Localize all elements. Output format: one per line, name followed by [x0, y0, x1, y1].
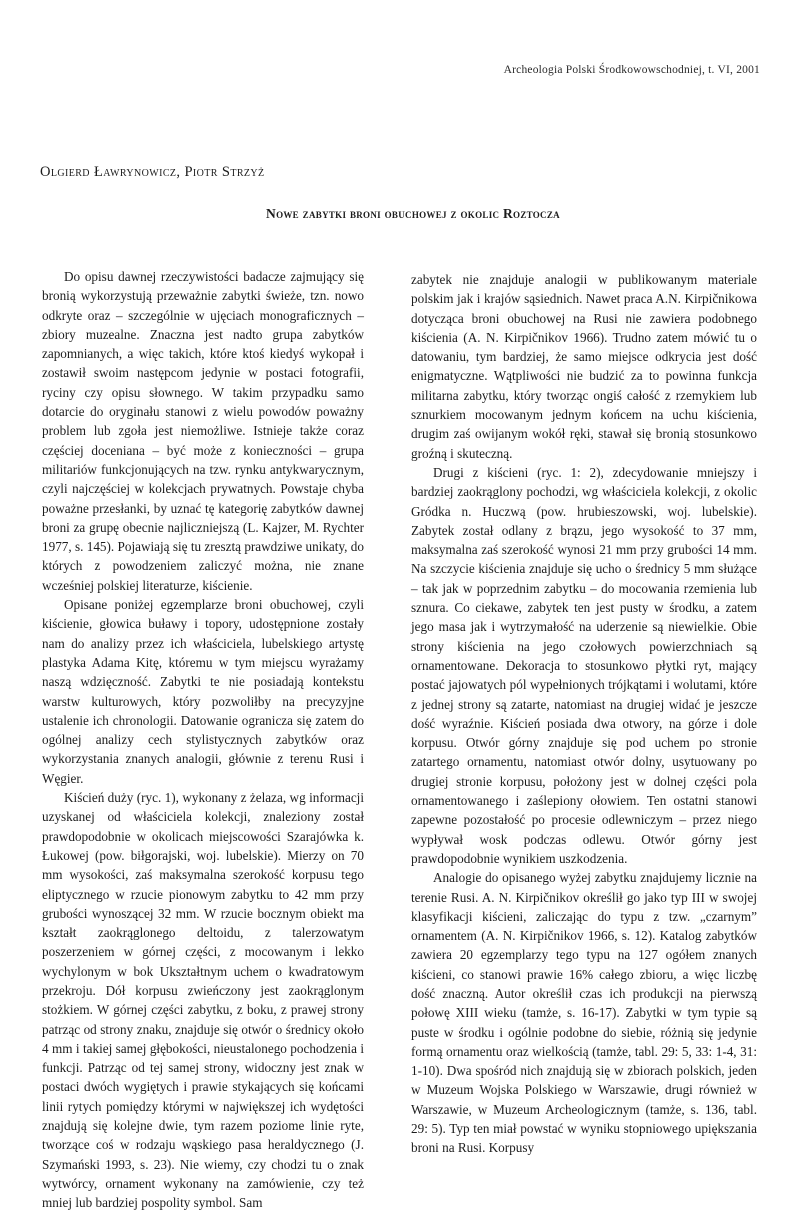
paragraph: Do opisu dawnej rzeczywistości badacze zajmujący się bronią wykorzystują przeważnie zabytki świeże, tzn. nowo odkryte oraz – szczególnie w ujęciach monograficznych – zbiory muzealne. Znaczna jest nadto grupa zabytków zapomnianych, a więc takich, które ktoś kiedyś wykopał i zostawił swoim następcom jedynie w postaci fotografii, ryciny czy opisu słownego. W takim przypadku samo dotarcie do oryginału stanowi z wielu powodów poważny problem lub zgoła jest niemożliwe. Istnieje także coraz częściej doceniana – być może z konieczności – grupa militariów funkcjonujących na tzw. rynku antykwarycznym, czyli najczęściej w kolekcjach prywatnych. Powstaje chyba poważne przesłanki, by uznać tę kategorię zabytków dawnej broni za grupę obecnie najliczniejszą (L. Kajzer, M. Rychter 1977, s. 145). Pojawiają się tu zresztą prawdziwe unikaty, do których z powodzeniem zaliczyć można, nie znane wcześniej polskiej literaturze, kiścienie.: [42, 269, 364, 593]
left-column: [42, 267, 364, 1213]
paragraph: Kiścień duży (ryc. 1), wykonany z żelaza, wg informacji uzyskanej od właściciela kolekcji, znaleziony został prawdopodobnie w okolicach miejscowości Szarajówka k. Łukowej (pow. biłgorajski, woj. lubelskie). Mierzy on 70 mm wysokości, zaś maksymalna szerokość korpusu tego eliptycznego w rzucie pionowym zabytku to 42 mm przy grubości wynoszącej 32 mm. W rzucie bocznym obiekt ma kształt zaokrąglonego deltoidu, z talerzowatym poszerzeniem w górnej części, z mocowanym i lekko wychylonym w bok Ukształtnym uchem o kwadratowym przekroju. Dół korpusu zwieńczony jest zaokrąglonym stożkiem. W górnej części zabytku, z boku, z prawej strony patrząc od strony znaku, znajduje się otwór o średnicy około 4 mm i takiej samej głębokości, nieustalonego pochodzenia i funkcji. Patrząc od tej samej strony, widoczny jest znak w postaci dwóch wygiętych i prawie stykających się końcami linii rytych pomiędzy którymi w największej ich wydętości znajdują się kolejne dwie, tym razem poziome linie ryte, tworzące coś w rodzaju wąskiego pasa heraldycznego (J. Szymański 1993, s. 23). Nie wiemy, czy chodzi tu o znak wytwórcy, ornament wykonany na zamówienie, czy też mniej lub bardziej pospolity symbol. Sam: [42, 790, 364, 1211]
paragraph: Drugi z kiścieni (ryc. 1: 2), zdecydowanie mniejszy i bardziej zaokrąglony pochodzi, wg właściciela kolekcji, z okolic Gródka n. Huczwą (pow. hrubieszowski, woj. lubelskie). Zabytek został odlany z brązu, jego wysokość to 37 mm, maksymalna zaś szerokość wynosi 21 mm przy grubości 14 mm. Na szczycie kiścienia znajduje się ucho o średnicy 5 mm służące – tak jak w poprzednim zabytku – do mocowania rzemienia lub sznura. Co ciekawe, zabytek ten jest pusty w środku, a zatem jego masa jak i wytrzymałość na uderzenie są niewielkie. Obie strony kiścienia na jego czołowych powierzchniach są ornamentowane. Dekoracja to stosunkowo płytki ryt, mający postać jajowatych pól wypełnionych trójkątami i wolutami, które z jednej strony są zatarte, natomiast na drugiej widać je jeszcze dość wyraźnie. Kiścień posiada dwa otwory, na górze i dole korpusu. Otwór górny znajduje się pod uchem po stronie zatartego ornamentu, natomiast otwór dolny, usytuowany po drugiej stronie korpusu, położony jest w dolnej części pola ornamentowanego i zaślepiony ołowiem. Ten ostatni stanowi zapewne pozostałość po procesie odlewniczym – przez niego wypływał wosk podczas odlewu. Otwór górny jest prawdopodobnie wynikiem uszkodzenia.: [411, 464, 757, 866]
right-column: [411, 270, 757, 1158]
paragraph: Analogie do opisanego wyżej zabytku znajdujemy licznie na terenie Rusi. A. N. Kirpičnikov określił go jako typ III w swojej klasyfikacji kiścieni, zaliczając do typu z tzw. „czarnym” ornamentem (A. N. Kirpičnikov 1966, s. 12). Katalog zabytków zawiera 20 egzemplarzy tego typu na 127 ogółem znanych kiścieni, co stanowi prawie 16% całego zbioru, a więc liczbę dość znaczną. Autor określił czas ich produkcji na pierwszą połowę XIII wieku (tamże, s. 16-17). Zabytki w tym typie są puste w środku i ogólnie podobne do siebie, różnią się jedynie formą ornamentu oraz wielkością (tamże, tabl. 29: 5, 33: 1-4, 31: 1-10). Dwa spośród nich znajdują się w zbiorach polskich, jeden w Muzeum Wojska Polskiego w Warszawie, drugi również w Warszawie, w Muzeum Archeologicznym (tamże, s. 136, tabl. 29: 5). Typ ten miał powstać w wyniku stopniowego upiększania broni na Rusi. Korpusy: [411, 870, 757, 1156]
article-authors: Olgierd Ławrynowicz, Piotr Strzyż: [40, 164, 265, 180]
paragraph: zabytek nie znajduje analogii w publikowanym materiale polskim jak i krajów sąsiednich. Nawet praca A.N. Kirpičnikowa dotycząca broni obuchowej na Rusi nie zawiera podobnego kiścienia (A. N. Kirpičnikov 1966). Trudno zatem mówić tu o datowaniu, tym bardziej, że samo miejsce odkrycia jest dość enigmatyczne. Wątpliwości nie budzić za to powinna funkcja militarna zabytku, który tworząc ongiś całość z rzemykiem lub sznurkiem mocowanym jednym końcem na uchu kiścienia, drugim zaś owijanym wokół ręki, stawał się bronią stosunkowo groźną i skuteczną.: [411, 272, 757, 461]
article-title: Nowe zabytki broni obuchowej z okolic Roztocza: [266, 206, 560, 221]
running-head: Archeologia Polski Środkowowschodniej, t. VI, 2001: [503, 64, 760, 76]
paragraph: Opisane poniżej egzemplarze broni obuchowej, czyli kiścienie, głowica buławy i topory, udostępnione zostały nam do analizy przez ich właściciela, lubelskiego artystę plastyka Adama Kitę, któremu w tym miejscu wyrażamy naszą wdzięczność. Zabytki te nie posiadają kontekstu warstw kulturowych, który pozwoliłby na precyzyjne ustalenie ich chronologii. Datowanie ogranicza się zatem do ogólnej analizy cech stylistycznych zabytków oraz wykorzystania znanych analogii, głównie z terenu Rusi i Węgier.: [42, 597, 364, 786]
